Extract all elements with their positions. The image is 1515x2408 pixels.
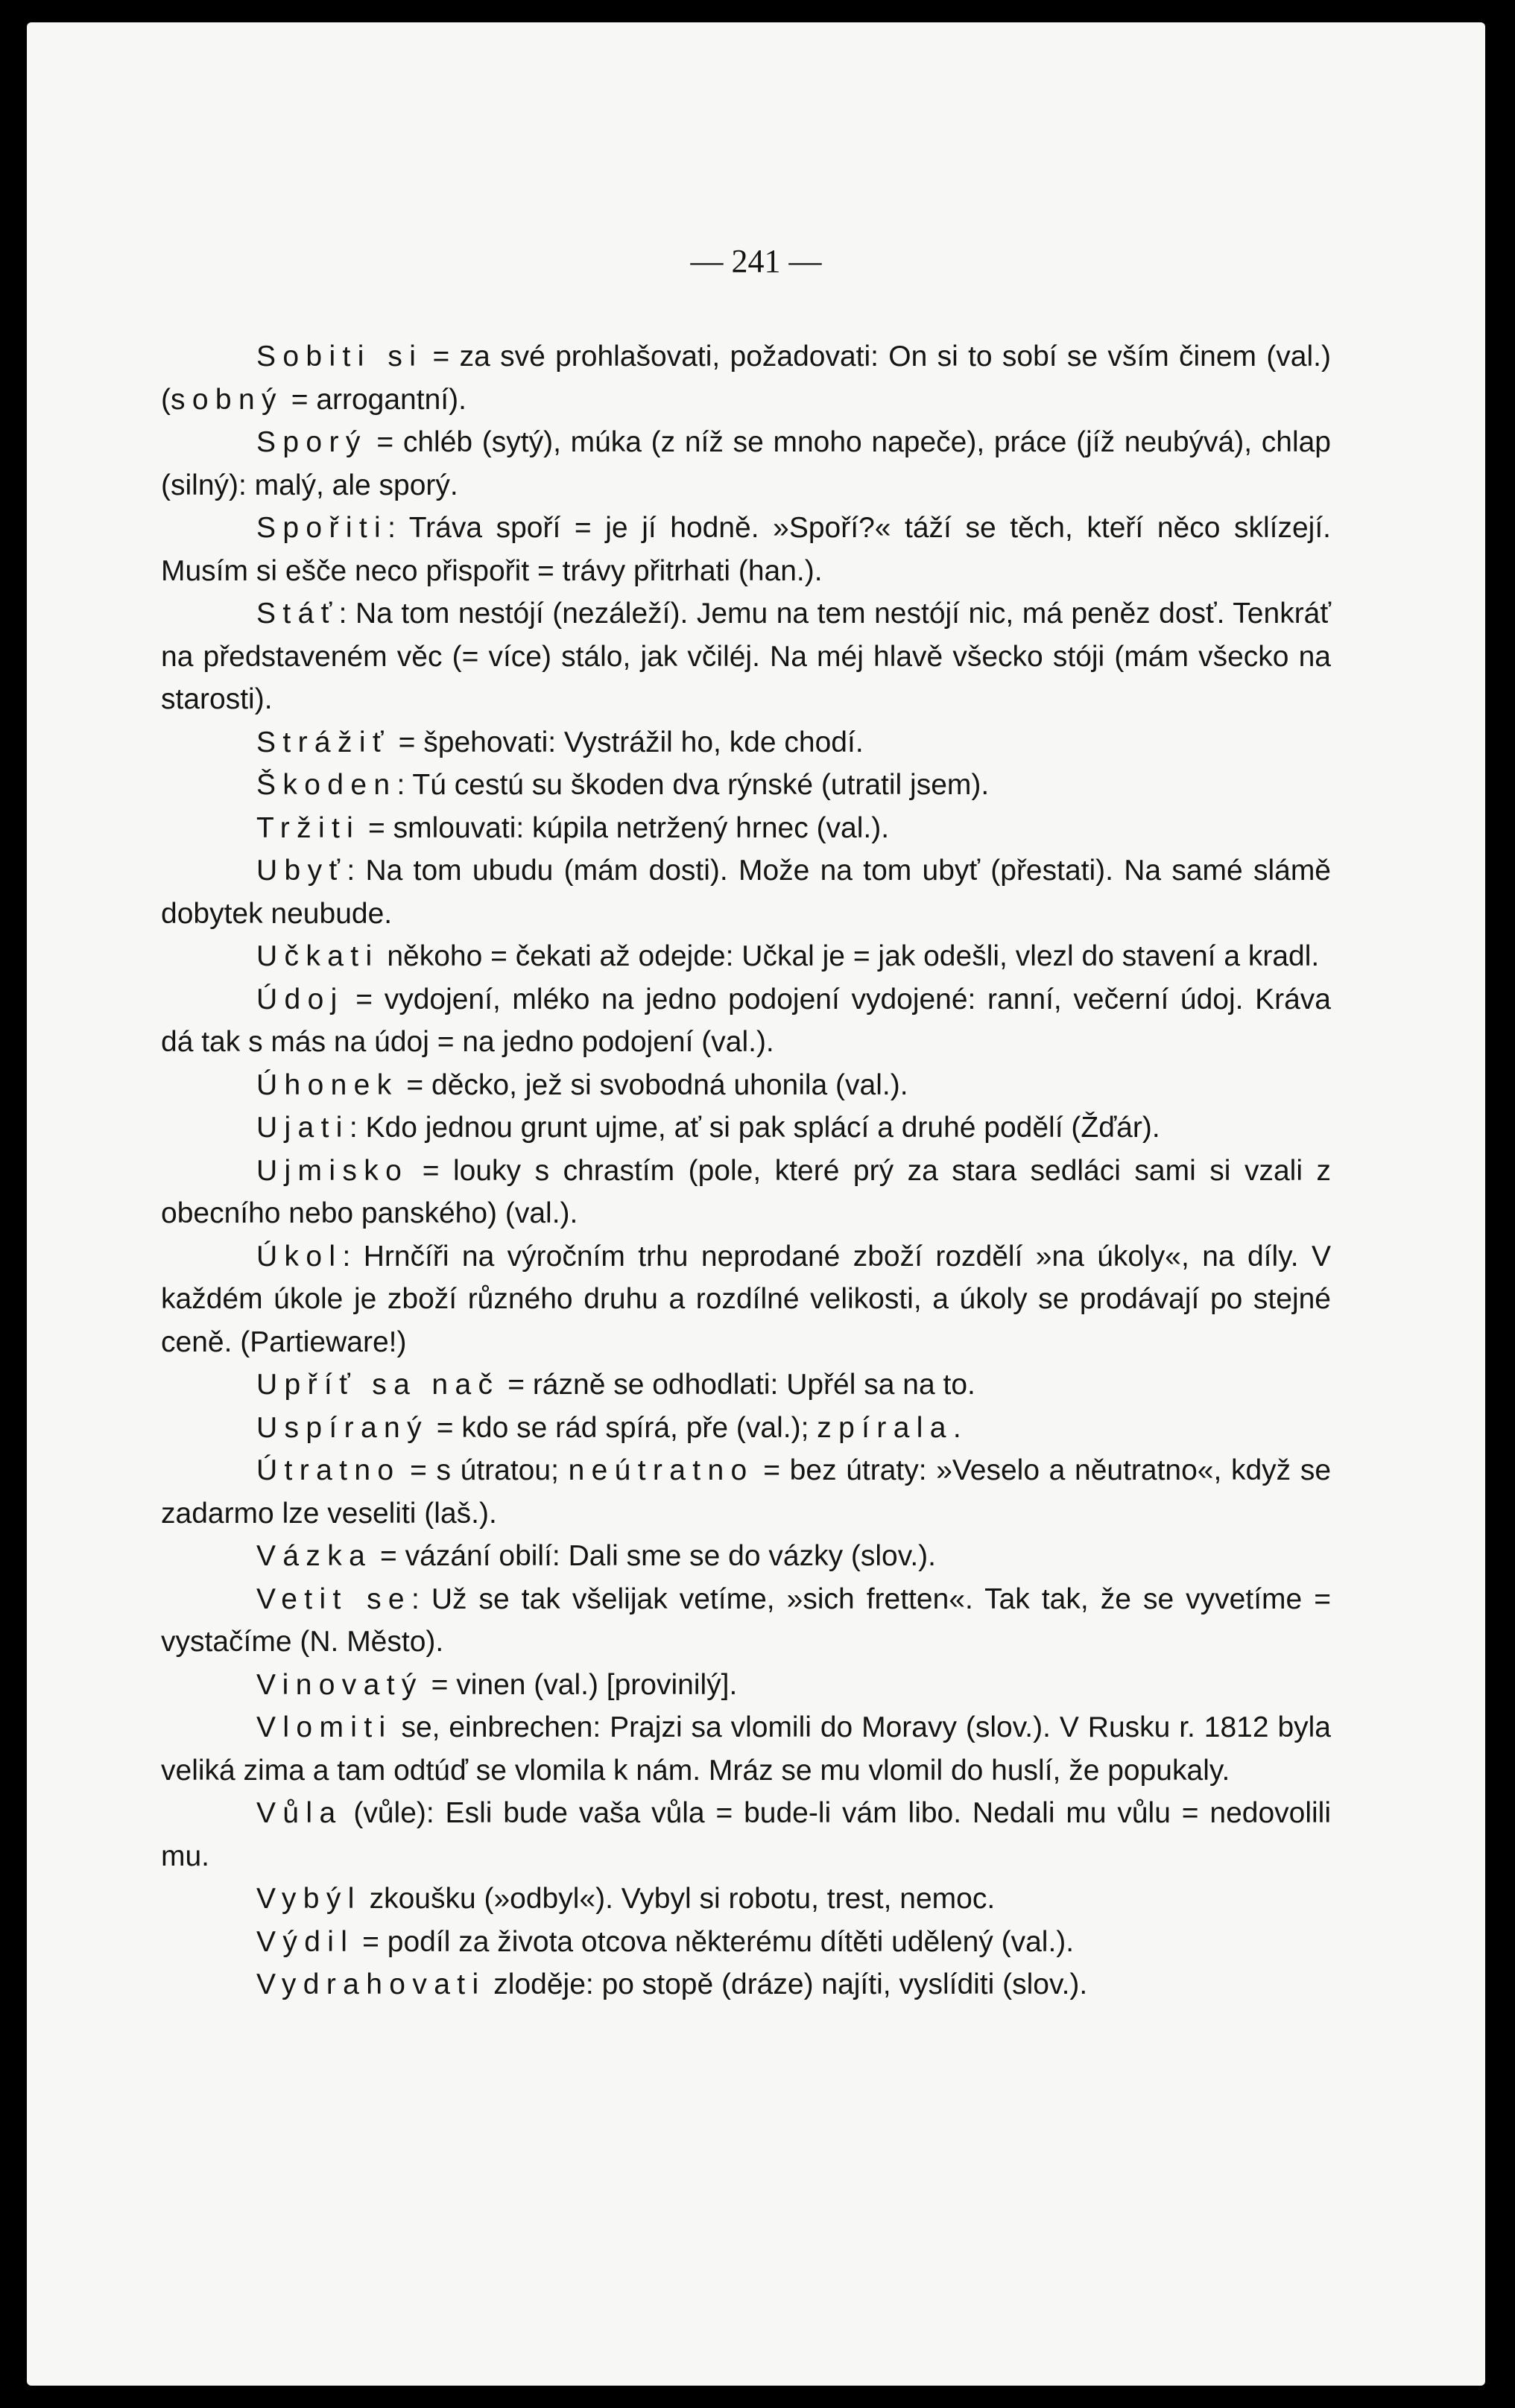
dictionary-entry — [161, 1578, 1331, 1664]
dictionary-entry — [161, 1150, 1331, 1235]
dictionary-entry — [161, 1407, 1331, 1450]
dictionary-entry — [161, 335, 1331, 421]
definition: : Tú cestú su škoden dva rýnské (utratil jsem). — [396, 769, 990, 801]
dictionary-entry — [161, 1921, 1331, 1964]
page-number: — 241 — — [690, 243, 822, 279]
headword: Učkati — [256, 940, 379, 972]
dictionary-entry — [161, 592, 1331, 721]
definition: : Tráva spoří = je jí hodně. »Spoří?« táží se těch, kteří něco sklízejí. Musím si ešče neco přispořit = trávy přitrhati (han.). — [161, 512, 1331, 587]
definition: = vinen (val.) [provinilý]. — [423, 1668, 738, 1701]
definition: = s útratou; — [400, 1454, 569, 1486]
dictionary-entry — [161, 721, 1331, 764]
definition: = podíl za života otcova některému dítěti udělený (val.). — [354, 1925, 1075, 1958]
dictionary-entry — [161, 935, 1331, 978]
dictionary-entry — [161, 1064, 1331, 1107]
definition: . — [952, 1411, 961, 1444]
headword: Tržiti — [256, 811, 361, 844]
headword: Škoden — [256, 769, 397, 801]
definition: : Hrnčíři na výročním trhu neprodané zboží rozdělí »na úkoly«, na díly. V každém úkole je zboží různého druhu a rozdílné velikosti, a úkoly se prodávají po stejné ceně. (Partieware!) — [161, 1240, 1331, 1358]
dictionary-entry — [161, 421, 1331, 507]
headword: Stáť — [256, 598, 339, 630]
definition: = kdo se rád spírá, pře (val.); — [428, 1411, 817, 1444]
dictionary-entry — [161, 1664, 1331, 1707]
headword: Strážiť — [256, 726, 390, 758]
book-page — [27, 22, 1485, 2386]
headword: Spořiti — [256, 512, 388, 544]
dictionary-entry — [161, 807, 1331, 850]
headword: Údoj — [256, 983, 344, 1016]
definition: se, einbrechen: Prajzi sa vlomili do Moravy (slov.). V Rusku r. 1812 byla veliká zima a tam odtúď se vlomila k nám. Mráz se mu vlomil do huslí, že popukaly. — [161, 1711, 1331, 1787]
dictionary-entry — [161, 1106, 1331, 1150]
headword: Vůla — [256, 1797, 343, 1829]
dictionary-entry — [161, 1792, 1331, 1878]
dictionary-entry — [161, 507, 1331, 592]
headword: Vinovatý — [256, 1668, 423, 1701]
headword: Ujmisko — [256, 1154, 409, 1187]
dictionary-entry — [161, 849, 1331, 935]
headword: Vlomiti — [256, 1711, 393, 1743]
definition: (vůle): Esli bude vaša vůla = bude-li vám libo. Nedali mu vůlu = nedovolili mu. — [161, 1797, 1331, 1872]
dictionary-entry — [161, 764, 1331, 807]
definition: = vázání obilí: Dali sme se do vázky (slov.). — [372, 1540, 937, 1572]
headword: Sobiti si — [256, 340, 423, 373]
definition: zloděje: po stopě (dráze) najíti, vyslíditi (slov.). — [485, 1968, 1088, 2000]
definition: : Na tom nestójí (nezáleží). Jemu na tem nestójí nic, má peněz dosť. Tenkráť na představeném věc (= více) stálo, jak včiléj. Na méj hlavě všecko stóji (mám všecko na starosti). — [161, 598, 1331, 715]
headword: sobný — [171, 383, 283, 416]
dictionary-entry — [161, 1706, 1331, 1792]
headword: Úhonek — [256, 1068, 399, 1101]
definition: : Na tom ubudu (mám dosti). Može na tom ubyť (přestati). Na samé slámě dobytek neubude. — [161, 855, 1331, 930]
definition: : Už se tak všelijak vetíme, »sich fretten«. Tak tak, že se vyvetíme = vystačíme (N. Město). — [161, 1582, 1332, 1658]
definition: někoho = čekati až odejde: Učkal je = jak odešli, vlezl do stavení a kradl. — [379, 940, 1320, 972]
headword: Vázka — [256, 1540, 373, 1572]
definition: = arrogantní). — [282, 383, 466, 416]
definition: = smlouvati: kúpila netržený hrnec (val.). — [360, 811, 890, 844]
dictionary-entry — [161, 1235, 1331, 1364]
definition: zkoušku (»odbyl«). Vybyl si robotu, trest, nemoc. — [361, 1883, 996, 1915]
definition: = louky s chrastím (pole, které prý za stara sedláci sami si vzali z obecního nebo panského) (val.). — [161, 1154, 1331, 1229]
headword: zpírala — [817, 1411, 953, 1444]
dictionary-entry — [161, 1963, 1331, 2006]
headword: Sporý — [256, 426, 367, 458]
headword: Ubyť — [256, 855, 347, 887]
headword: Úkol — [256, 1240, 343, 1273]
headword: Útratno — [256, 1454, 401, 1486]
dictionary-text — [161, 335, 1331, 2006]
definition: = vydojení, mléko na jedno podojení vydojené: ranní, večerní údoj. Kráva dá tak s más na údoj = na jedno podojení (val.). — [161, 983, 1331, 1058]
dictionary-entry — [161, 1878, 1331, 1921]
definition: = chléb (sytý), múka (z níž se mnoho napeče), práce (jíž neubývá), chlap (silný): malý, ale sporý. — [161, 426, 1331, 501]
dictionary-entry — [161, 1449, 1331, 1535]
dictionary-entry — [161, 1535, 1331, 1578]
headword: Ujati — [256, 1112, 350, 1144]
definition: = bez útraty: »Veselo a něutratno«, když se zadarmo lze veseliti (laš.). — [161, 1454, 1332, 1530]
dictionary-entry — [161, 978, 1331, 1064]
definition: : Kdo jednou grunt ujme, ať si pak splácí a druhé podělí (Žďár). — [349, 1112, 1160, 1144]
headword: Uspíraný — [256, 1411, 428, 1444]
definition: = rázně se odhodlati: Upřél sa na to. — [499, 1369, 975, 1401]
headword: Vydrahovati — [256, 1968, 486, 2000]
definition: = děcko, jež si svobodná uhonila (val.). — [398, 1068, 908, 1101]
headword: Vetit se — [256, 1582, 411, 1615]
definition: = za své prohlašovati, požadovati: On si to sobí se vším činem (val.) ( — [161, 340, 1331, 416]
headword: neútratno — [568, 1454, 754, 1486]
headword: Vybýl — [256, 1883, 361, 1915]
headword: Výdil — [256, 1925, 355, 1958]
dictionary-entry — [161, 1363, 1331, 1407]
headword: Upříť sa nač — [256, 1369, 500, 1401]
definition: = špehovati: Vystrážil ho, kde chodí. — [390, 726, 864, 758]
